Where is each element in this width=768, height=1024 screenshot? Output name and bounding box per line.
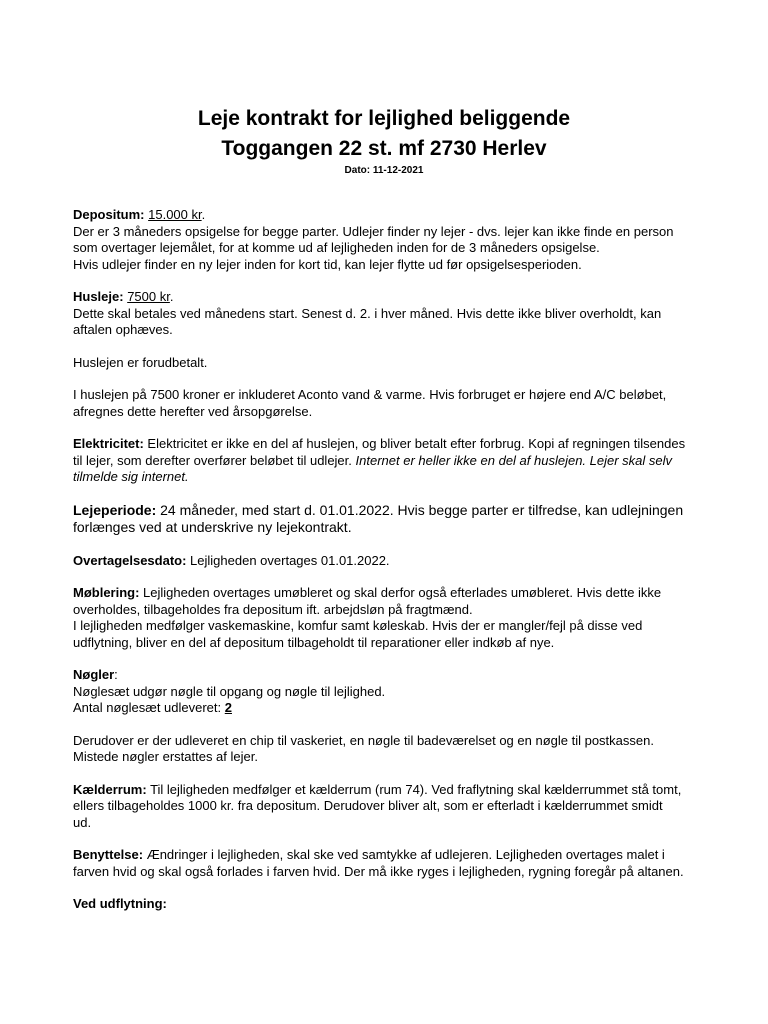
- husleje-line-1: Dette skal betales ved månedens start. Senest d. 2. i hver måned. Hvis dette ikke bliver overholdt, kan: [73, 305, 662, 321]
- benyttelse-line-1: Ændringer i lejligheden, skal ske ved samtykke af udlejeren. Lejligheden overtages malet i: [143, 847, 665, 862]
- moblering-line-3: I lejligheden medfølger vaskemaskine, komfur samt køleskab. Hvis der er mangler/fejl på disse ved: [73, 618, 643, 633]
- nogler-colon: :: [114, 667, 118, 682]
- benyttelse-label: Benyttelse:: [73, 847, 144, 862]
- forudbetalt-text: Huslejen er forudbetalt.: [73, 354, 208, 370]
- depositum-label: Depositum:: [73, 207, 145, 222]
- udflytning-label: Ved udflytning:: [73, 896, 167, 911]
- kaelderrum-line-3: ud.: [73, 814, 92, 830]
- depositum-amount: 15.000 kr: [148, 207, 202, 222]
- depositum-line-2: som overtager lejemålet, for at komme ud af lejligheden inden for de 3 måneders opsigelse.: [73, 240, 600, 255]
- husleje-line-2: aftalen ophæves.: [73, 322, 173, 337]
- elektricitet-label: Elektricitet:: [73, 436, 144, 451]
- lejeperiode-label: Lejeperiode:: [73, 501, 157, 518]
- lejeperiode-line-1: 24 måneder, med start d. 01.01.2022. Hvis begge parter er tilfredse, kan udlejningen: [156, 501, 684, 518]
- section-forudbetalt: [73, 355, 703, 372]
- aconto-line-2: afregnes dette herefter ved årsopgørelse.: [73, 403, 313, 419]
- section-nogler: [73, 667, 703, 717]
- depositum-amount-suffix: .: [201, 207, 206, 222]
- section-husleje: [73, 289, 703, 339]
- section-benyttelse: [73, 847, 703, 880]
- moblering-line-1: Lejligheden overtages umøbleret og skal derfor også efterlades umøbleret. Hvis dette ikke: [139, 585, 662, 600]
- nogler-count: 2: [224, 700, 232, 715]
- overtagelse-text: Lejligheden overtages 01.01.2022.: [186, 552, 390, 568]
- elektricitet-line-1: Elektricitet er ikke en del af huslejen, og bliver betalt efter forbrug. Kopi af regningen tilsendes: [143, 436, 686, 451]
- section-elektricitet: [73, 436, 703, 486]
- document-title-line-1: Leje kontrakt for lejlighed beliggende: [197, 107, 571, 130]
- depositum-line-1: Der er 3 måneders opsigelse for begge parter. Udlejer finder ny lejer - dvs. lejer kan ikke finde en person: [73, 223, 674, 239]
- section-depositum: [73, 207, 703, 273]
- husleje-label: Husleje:: [73, 289, 124, 304]
- nogler-line-1: Nøglesæt udgør nøgle til opgang og nøgle til lejlighed.: [73, 683, 386, 699]
- depositum-line-3: Hvis udlejer finder en ny lejer inden for kort tid, kan lejer flytte ud før opsigelsesperioden.: [73, 256, 582, 272]
- document-body: [73, 207, 703, 929]
- section-overtagelsesdato: [73, 553, 703, 570]
- moblering-line-4: udflytning, bliver en del af depositum tilbageholdt til reparationer eller indkøb af nye.: [73, 634, 555, 650]
- section-udflytning: [73, 896, 703, 913]
- nogler-line-2: Antal nøglesæt udleveret:: [73, 700, 225, 715]
- section-derudover: [73, 733, 703, 766]
- moblering-label: Møblering:: [73, 585, 140, 600]
- benyttelse-line-2: farven hvid og skal også forlades i farven hvid. Der må ikke ryges i lejligheden, rygning foregår på altanen.: [73, 863, 684, 879]
- elektricitet-internet-note: Internet er heller ikke en del af huslejen. Lejer skal selv: [355, 452, 673, 468]
- moblering-line-2: overholdes, tilbageholdes fra depositum ift. arbejdsløn på fragtmænd.: [73, 601, 473, 617]
- lejeperiode-line-2: forlænges ved at underskrive ny lejekontrakt.: [73, 519, 352, 535]
- aconto-line-1: I huslejen på 7500 kroner er inkluderet Aconto vand & varme. Hvis forbruget er højere end A/C beløbet,: [73, 387, 667, 402]
- kaelderrum-label: Kælderrum:: [73, 781, 147, 797]
- section-kaelderrum: [73, 782, 703, 832]
- document-date: Dato: 11-12-2021: [344, 165, 424, 176]
- nogler-label: Nøgler: [73, 667, 115, 682]
- husleje-amount: 7500 kr: [127, 289, 170, 304]
- derudover-line-2: Mistede nøgler erstattes af lejer.: [73, 749, 258, 764]
- elektricitet-line-2: til lejer, som derefter overfører beløbet til udlejer.: [73, 452, 356, 468]
- husleje-amount-suffix: .: [169, 289, 174, 304]
- document-title-line-2: Toggangen 22 st. mf 2730 Herlev: [221, 137, 547, 160]
- section-lejeperiode: [73, 502, 703, 537]
- elektricitet-internet-note-end: tilmelde sig internet.: [73, 469, 189, 484]
- kaelderrum-line-1: Til lejligheden medfølger et kælderrum (rum 74). Ved fraflytning skal kælderrummet stå tomt,: [146, 781, 682, 797]
- overtagelse-label: Overtagelsesdato:: [73, 552, 187, 568]
- section-moblering: [73, 585, 703, 651]
- section-aconto: [73, 387, 703, 420]
- kaelderrum-line-2: ellers tilbageholdes 1000 kr. fra depositum. Derudover bliver alt, som er efterladt i kælderrummet smidt: [73, 798, 663, 813]
- derudover-line-1: Derudover er der udleveret en chip til vaskeriet, en nøgle til badeværelset og en nøgle til postkassen.: [73, 732, 654, 748]
